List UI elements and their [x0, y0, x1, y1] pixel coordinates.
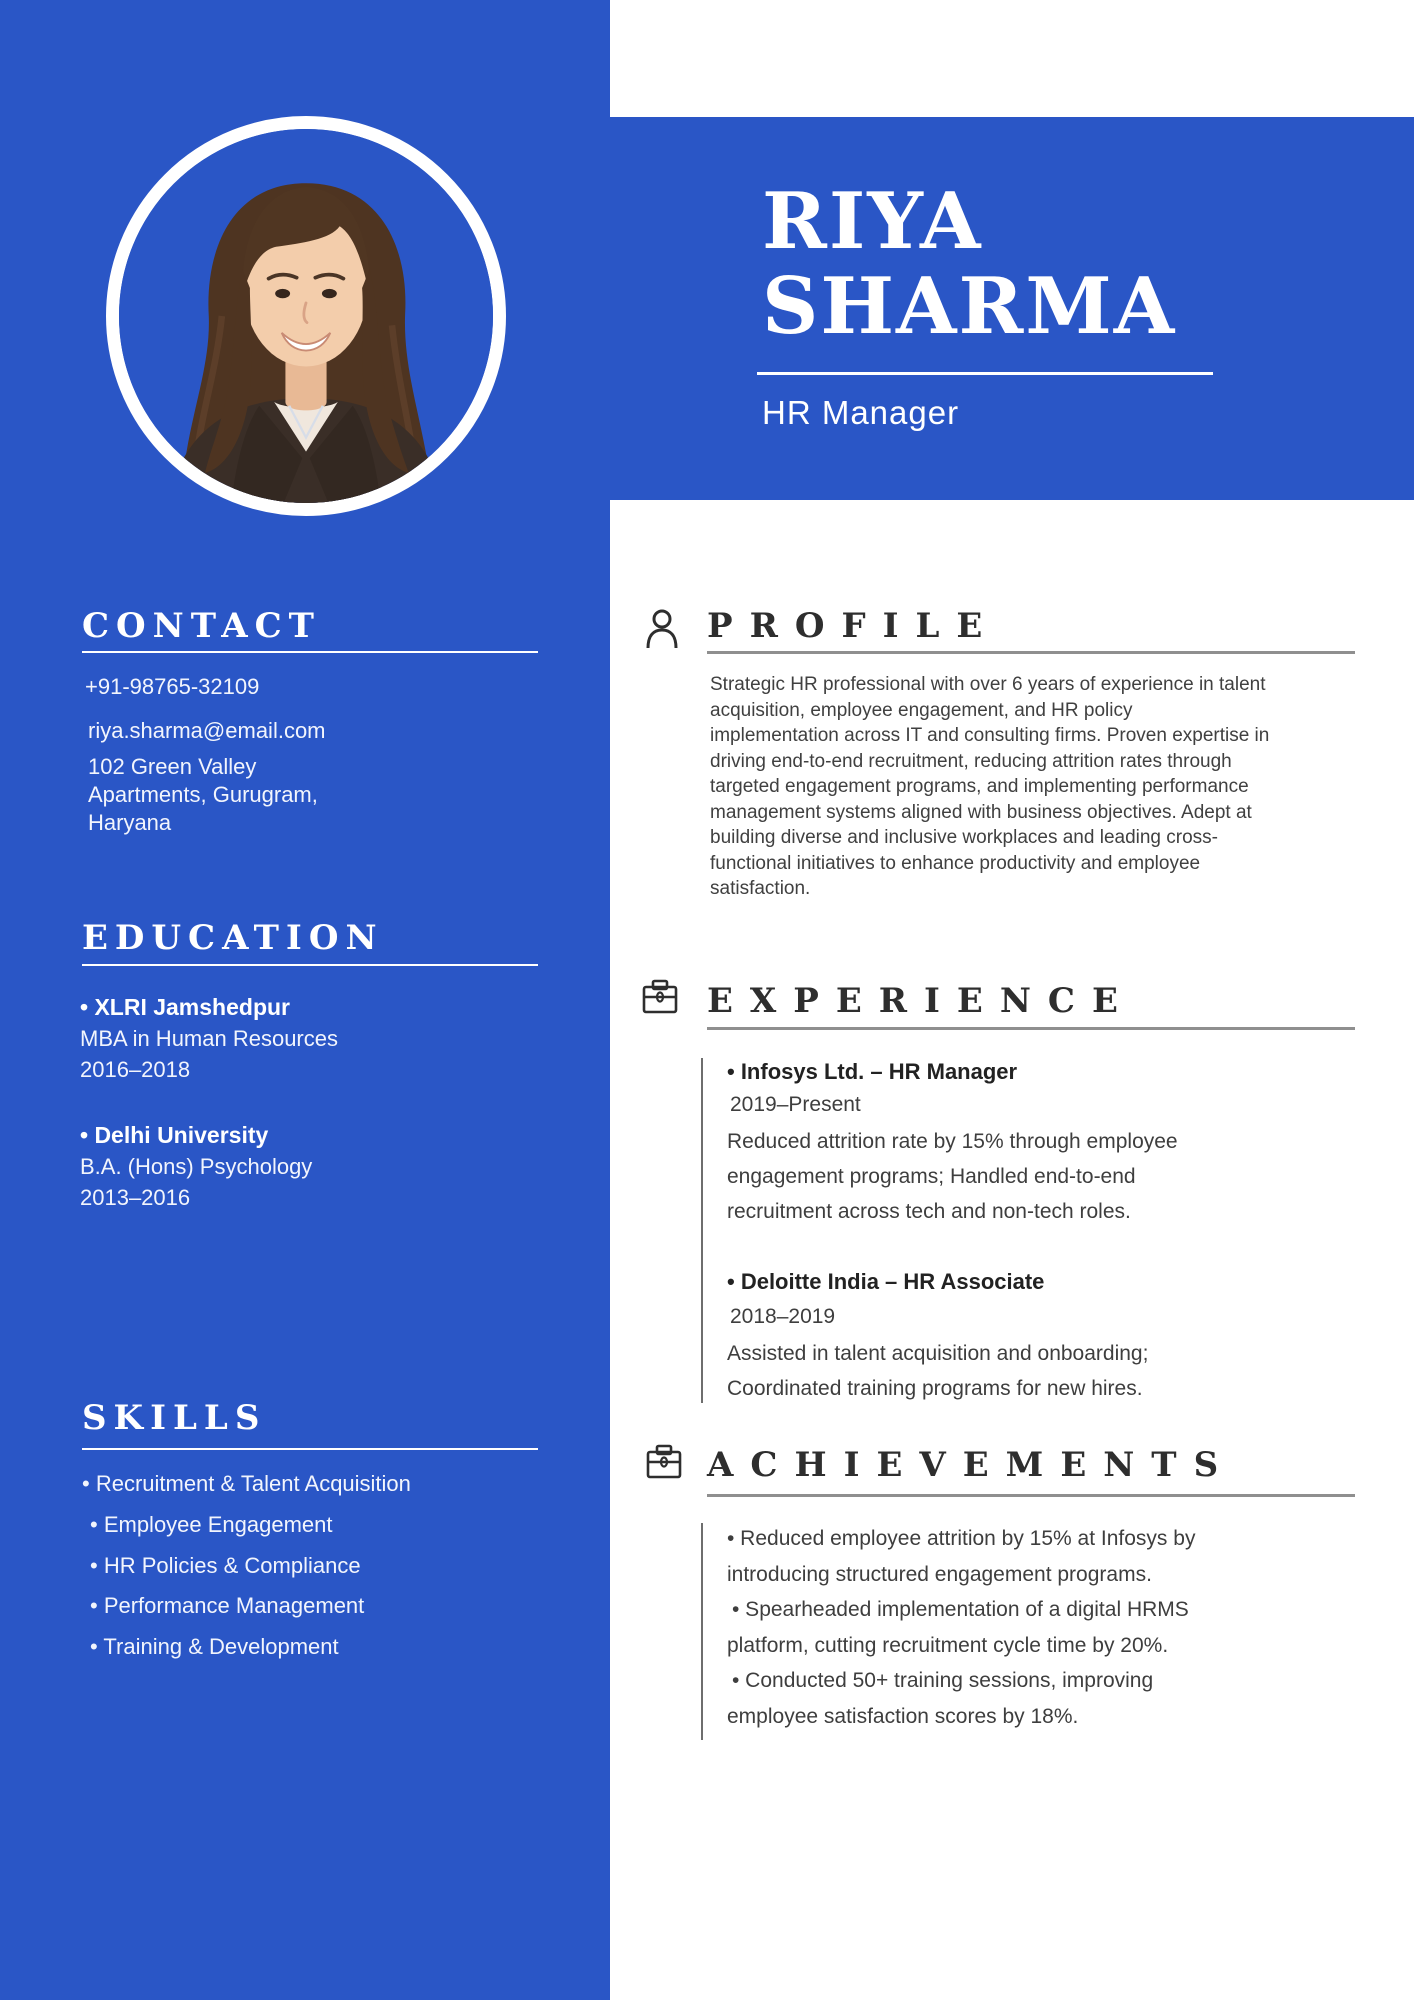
experience-line: Assisted in talent acquisition and onboarding; — [727, 1342, 1149, 1365]
achievement-line: employee satisfaction scores by 18%. — [727, 1704, 1079, 1728]
experience-line: Coordinated training programs for new hires. — [727, 1377, 1143, 1401]
person-icon — [644, 608, 680, 650]
portrait-photo-illustration — [119, 129, 493, 503]
skill-item: • Performance Management — [90, 1593, 365, 1619]
profile-line: building diverse and inclusive workplaces and leading cross- — [710, 827, 1218, 848]
experience-underline — [707, 1027, 1355, 1030]
achievements-underline — [707, 1494, 1355, 1497]
experience-entry-title: • Infosys Ltd. – HR Manager — [727, 1059, 1018, 1084]
education-degree: MBA in Human Resources — [80, 1026, 338, 1051]
contact-phone: +91-98765-32109 — [85, 674, 260, 699]
experience-line: engagement programs; Handled end-to-end — [727, 1165, 1136, 1189]
name-underline — [757, 372, 1213, 375]
education-underline — [82, 964, 538, 966]
experience-entry-title: • Deloitte India – HR Associate — [727, 1269, 1045, 1294]
achievements-side-rule — [701, 1523, 703, 1740]
education-degree: B.A. (Hons) Psychology — [80, 1154, 313, 1179]
skills-list — [82, 1464, 411, 1667]
briefcase-icon — [645, 1443, 683, 1481]
education-heading: EDUCATION — [82, 918, 384, 958]
education-years: 2016–2018 — [80, 1057, 191, 1082]
profile-line: targeted engagement programs, and implementing performance — [710, 776, 1249, 797]
avatar — [106, 116, 506, 516]
education-school: • XLRI Jamshedpur — [80, 994, 290, 1020]
achievement-line: • Reduced employee attrition by 15% at Infosys by — [727, 1527, 1196, 1550]
experience-line: Reduced attrition rate by 15% through employee — [727, 1130, 1178, 1153]
achievements-heading: ACHIEVEMENTS — [707, 1445, 1236, 1485]
education-years: 2013–2016 — [80, 1185, 191, 1210]
experience-entry-description — [727, 1124, 1178, 1230]
experience-heading: EXPERIENCE — [707, 981, 1135, 1021]
address-line: 102 Green Valley — [88, 754, 257, 779]
profile-line: functional initiatives to enhance productivity and employee — [710, 852, 1201, 874]
briefcase-icon — [641, 978, 679, 1016]
experience-side-rule — [701, 1058, 703, 1403]
contact-email[interactable]: riya.sharma@email.com — [88, 718, 326, 743]
skill-item: • Employee Engagement — [90, 1512, 333, 1538]
profile-line: satisfaction. — [710, 878, 811, 899]
achievement-line: introducing structured engagement programs. — [727, 1562, 1152, 1586]
contact-underline — [82, 651, 538, 653]
profile-line: driving end-to-end recruitment, reducing attrition rates through — [710, 750, 1232, 772]
skill-item: • Recruitment & Talent Acquisition — [82, 1471, 411, 1497]
achievements-list — [727, 1521, 1195, 1735]
experience-entry-period: 2019–Present — [730, 1093, 861, 1116]
profile-summary — [710, 672, 1269, 902]
skill-item: • HR Policies & Compliance — [90, 1552, 361, 1578]
job-title: HR Manager — [762, 394, 960, 431]
contact-heading: CONTACT — [82, 606, 321, 646]
candidate-name — [762, 176, 1177, 352]
contact-address — [88, 753, 318, 837]
skills-heading: SKILLS — [82, 1398, 267, 1438]
experience-line: recruitment across tech and non-tech roles. — [727, 1200, 1131, 1224]
education-entry — [80, 992, 338, 1085]
education-entry — [80, 1120, 312, 1213]
profile-line: Strategic HR professional with over 6 years of experience in talent — [710, 674, 1266, 695]
experience-entry-period: 2018–2019 — [730, 1305, 836, 1328]
profile-heading: PROFILE — [707, 606, 1000, 646]
profile-line: management systems aligned with business objectives. Adept at — [710, 801, 1252, 823]
education-school: • Delhi University — [80, 1122, 269, 1148]
achievement-line: • Conducted 50+ training sessions, improving — [732, 1669, 1154, 1693]
skills-underline — [82, 1448, 538, 1450]
profile-line: acquisition, employee engagement, and HR policy — [710, 699, 1133, 721]
profile-underline — [707, 651, 1355, 654]
name-line1: RIYA — [762, 176, 983, 267]
achievement-line: • Spearheaded implementation of a digital HRMS — [732, 1598, 1189, 1622]
address-line: Haryana — [88, 810, 172, 835]
address-line: Apartments, Gurugram, — [88, 782, 318, 807]
experience-entry-description — [727, 1336, 1148, 1406]
skill-item: • Training & Development — [90, 1634, 339, 1660]
achievement-line: platform, cutting recruitment cycle time by 20%. — [727, 1633, 1169, 1657]
profile-line: implementation across IT and consulting firms. Proven expertise in — [710, 725, 1270, 746]
name-line2: SHARMA — [762, 261, 1177, 352]
